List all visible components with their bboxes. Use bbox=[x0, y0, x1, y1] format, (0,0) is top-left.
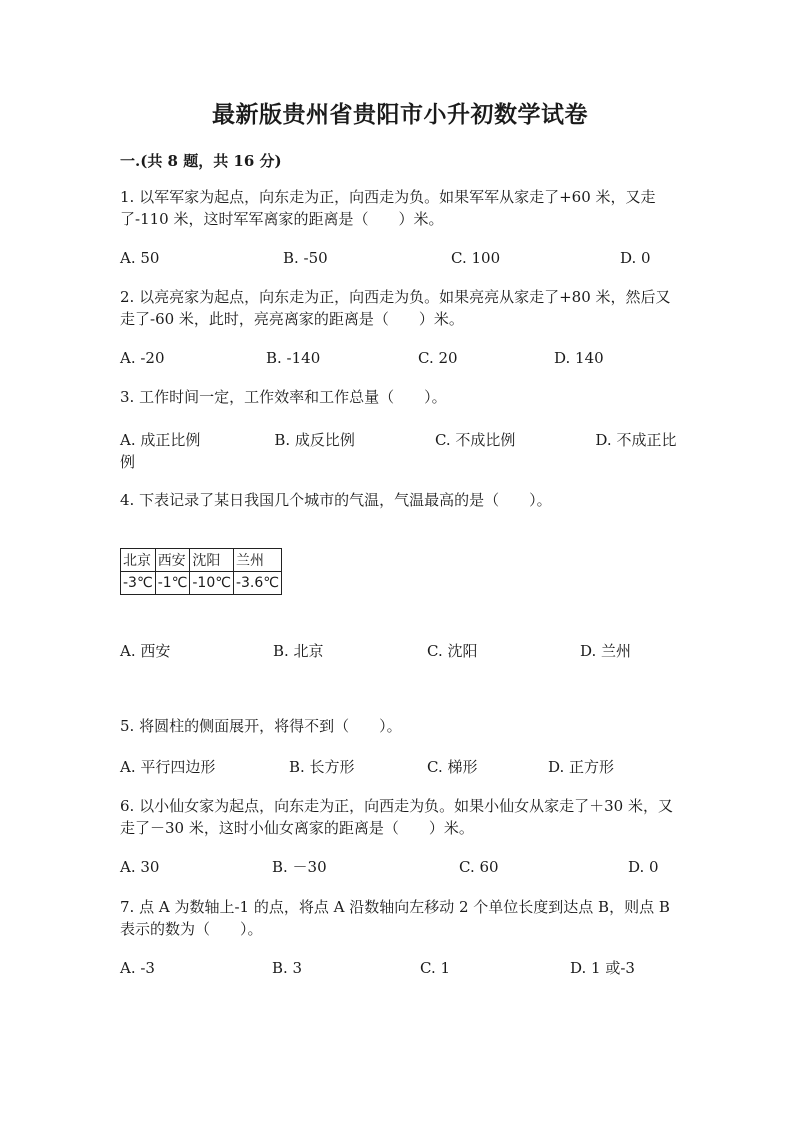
option-a: A. 成正比例 bbox=[120, 431, 201, 449]
question-4-options bbox=[120, 640, 680, 662]
option-b: B. 成反比例 bbox=[274, 431, 355, 449]
option-a: A. 50 bbox=[120, 249, 160, 267]
table-cell: -3℃ bbox=[121, 572, 156, 595]
question-6-options bbox=[120, 856, 680, 878]
table-cell: -3.6℃ bbox=[233, 572, 281, 595]
question-6: 6. 以小仙女家为起点，向东走为正，向西走为负。如果小仙女从家走了＋30 米，又走了－30 米，这时小仙女离家的距离是（ ）米。 bbox=[120, 797, 673, 837]
table-cell: 兰州 bbox=[233, 549, 281, 572]
option-b: B. 长方形 bbox=[289, 758, 355, 776]
option-c: C. 梯形 bbox=[427, 758, 478, 776]
option-a: A. 平行四边形 bbox=[120, 758, 216, 776]
option-d: D. 不成正比例 bbox=[120, 431, 677, 471]
table-cell: 北京 bbox=[121, 549, 156, 572]
option-d: D. 140 bbox=[554, 349, 604, 367]
option-c: C. 不成比例 bbox=[434, 431, 516, 449]
option-b: B. -140 bbox=[266, 349, 321, 367]
option-d: D. 兰州 bbox=[580, 642, 632, 660]
question-5: 5. 将圆柱的侧面展开，将得不到（ ）。 bbox=[120, 717, 402, 735]
option-a: A. 30 bbox=[120, 858, 160, 876]
question-1: 1. 以军军家为起点，向东走为正，向西走为负。如果军军从家走了+60 米，又走了-110 米，这时军军离家的距离是（ ）米。 bbox=[120, 188, 656, 228]
option-d: D. 正方形 bbox=[548, 758, 615, 776]
question-3: 3. 工作时间一定，工作效率和工作总量（ ）。 bbox=[120, 388, 447, 406]
temperature-table bbox=[120, 548, 282, 595]
table-cell: 西安 bbox=[155, 549, 190, 572]
option-d: D. 0 bbox=[628, 858, 659, 876]
option-d: D. 1 或-3 bbox=[570, 959, 635, 977]
option-c: C. 100 bbox=[451, 249, 501, 267]
table-cell: -10℃ bbox=[190, 572, 234, 595]
table-row bbox=[121, 549, 282, 572]
question-5-options bbox=[120, 756, 680, 778]
question-3-options bbox=[120, 429, 680, 473]
option-c: C. 沈阳 bbox=[427, 642, 478, 660]
table-cell: 沈阳 bbox=[190, 549, 234, 572]
option-a: A. 西安 bbox=[120, 642, 171, 660]
section-heading: 一.(共 8 题，共 16 分) bbox=[120, 152, 282, 170]
question-2: 2. 以亮亮家为起点，向东走为正，向西走为负。如果亮亮从家走了+80 米，然后又走了-60 米，此时，亮亮离家的距离是（ ）米。 bbox=[120, 288, 671, 328]
exam-title: 最新版贵州省贵阳市小升初数学试卷 bbox=[212, 101, 588, 128]
question-1-options bbox=[120, 247, 680, 269]
option-b: B. 3 bbox=[272, 959, 303, 977]
option-a: A. -3 bbox=[120, 959, 155, 977]
option-c: C. 60 bbox=[459, 858, 499, 876]
option-b: B. 北京 bbox=[273, 642, 324, 660]
question-7-options bbox=[120, 957, 680, 979]
question-2-options bbox=[120, 347, 680, 369]
option-b: B. -50 bbox=[283, 249, 328, 267]
option-c: C. 20 bbox=[418, 349, 458, 367]
option-b: B. －30 bbox=[272, 858, 327, 876]
question-4: 4. 下表记录了某日我国几个城市的气温，气温最高的是（ ）。 bbox=[120, 491, 552, 509]
option-d: D. 0 bbox=[620, 249, 651, 267]
question-7: 7. 点 A 为数轴上-1 的点，将点 A 沿数轴向左移动 2 个单位长度到达点 B，则点 B 表示的数为（ ）。 bbox=[120, 898, 670, 938]
option-a: A. -20 bbox=[120, 349, 165, 367]
option-c: C. 1 bbox=[420, 959, 451, 977]
table-row bbox=[121, 572, 282, 595]
table-cell: -1℃ bbox=[155, 572, 190, 595]
